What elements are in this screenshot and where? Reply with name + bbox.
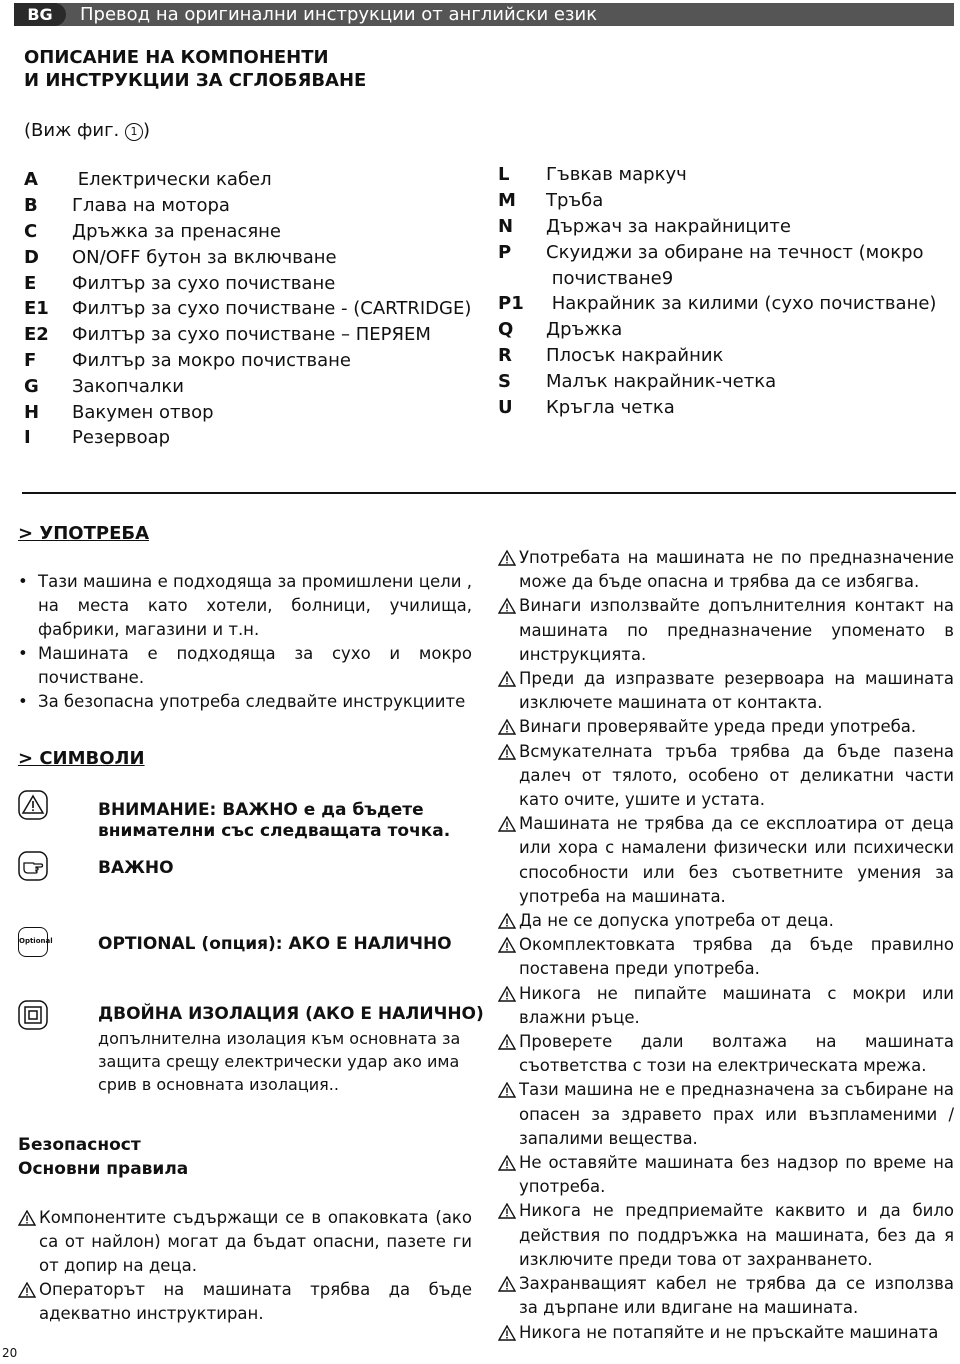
component-row [498,214,956,240]
warning-icon [498,816,516,832]
list-item: • Тази машина е подходяща за промишлени цели , на места като хотели, болници, училища, фабрики, магазини и т.н. [18,570,472,642]
usage-heading: > УПОТРЕБА [18,523,150,544]
component-code: S [498,370,511,392]
warning-item [498,594,954,667]
warning-item [498,1199,954,1272]
warning-icon [498,1034,516,1050]
warning-text: Тази машина не е предназначена за събиране на опасен за здравето прах или възпламеними / запалими вещества. [519,1080,954,1148]
symbol-title-double-insulation: ДВОЙНА ИЗОЛАЦИЯ (АКО Е НАЛИЧНО) [98,1004,484,1024]
warning-text: Захранващият кабел не трябва да се използва за дърпане или вдигане на машината. [519,1274,954,1318]
section-title [24,46,366,92]
see-figure-ref [24,120,150,141]
warning-item [18,1206,472,1278]
warning-text: Употребата на машината не по предназначение може да бъде опасна и трябва да се избягва. [519,548,954,592]
warning-icon [498,1082,516,1098]
component-code: I [24,427,31,449]
warning-text: Всмукателната тръба трябва да бъде пазена далеч от тялото, особено от деликатни части като очите, ушите и устата. [519,741,954,810]
component-code: G [24,375,39,397]
warning-item [498,933,954,981]
warning-item [498,909,954,933]
warning-item [498,740,954,813]
warning-icon [498,913,516,929]
component-code: E1 [24,298,49,320]
warning-item [498,1030,954,1078]
symbol-body-double-insulation: допълнителна изолация към основната за защита срещу електрически удар ако има срив в основната изолация.. [98,1029,461,1094]
component-row [498,188,956,214]
symbol-title-warning: ВНИМАНИЕ: ВАЖНО е да бъдете внимателни със следващата точка. [98,800,451,841]
list-item: • За безопасна употреба следвайте инструкциите [18,690,472,714]
component-text: ON/OFF бутон за включване [72,246,337,268]
component-row [24,373,471,399]
warning-icon [498,1276,516,1292]
component-text: Вакумен отвор [72,401,214,423]
component-text: Дръжка за пренасяне [72,220,282,242]
component-text: Плосък накрайник [546,344,724,366]
figure-number-circle: 1 [125,123,143,141]
components-list-left [24,167,471,451]
see-figure-suffix: ) [143,120,151,141]
warning-icon [498,671,516,687]
component-text: Резервоар [72,427,171,449]
component-row [24,244,471,270]
warning-item [498,1078,954,1151]
component-text: Филтър за сухо почистване - (CARTRIDGE) [72,298,472,320]
component-text: Държач за накрайниците [546,215,791,237]
usage-bullets [18,570,472,714]
component-text: Филтър за сухо почистване – ПЕРЯЕМ [72,324,431,346]
warning-icon [18,1210,36,1226]
component-code: N [498,215,514,237]
component-row [498,162,956,188]
warning-text: Винаги използвайте допълнителния контакт на машината по предназначение упоменато в инструкцията. [519,596,954,664]
component-code: P [498,241,512,263]
component-row [498,317,956,343]
symbol-title-optional: OPTIONAL (опция): АКО Е НАЛИЧНО [98,934,452,954]
component-text: Малък накрайник-четка [546,370,777,392]
warning-text: Окомплектовката трябва да бъде правилно поставена преди употреба. [519,935,954,979]
component-code: L [498,164,510,186]
warning-icon [18,1282,36,1298]
component-row [498,343,956,369]
safety-left-warnings [18,1206,472,1326]
section-divider [22,492,956,494]
header-bar [14,3,954,26]
component-row [24,167,471,193]
component-row [24,322,471,348]
page-number: 20 [2,1346,18,1360]
double-insulation-icon [18,1000,48,1030]
warning-icon [498,719,516,735]
warning-item [498,546,954,594]
warning-text: Винаги проверявайте уреда преди употреба. [519,717,917,737]
pointing-hand-icon [18,851,48,881]
component-code: E2 [24,324,49,346]
optional-icon: Optional [18,927,48,957]
component-code: D [24,246,39,268]
component-row [498,368,956,394]
component-text: Тръба [546,190,604,212]
warning-triangle-icon [18,790,48,820]
warning-text: Да не се допуска употреба от деца. [519,911,834,931]
safety-heading [18,1133,188,1181]
component-code: M [498,190,516,212]
warning-icon [498,598,516,614]
safety-title-line-2: Основни правила [18,1159,189,1179]
component-text: Дръжка [546,319,623,341]
warning-icon [498,937,516,953]
component-row [24,219,471,245]
component-code: P1 [498,293,524,315]
warning-item [498,715,954,739]
safety-title-line-1: Безопасност [18,1135,141,1155]
warning-icon [498,1325,516,1341]
component-row [498,291,956,317]
component-code: U [498,396,513,418]
warning-text: Преди да изпразвате резервоара на машината изключете машината от контакта. [519,669,954,713]
warning-text: Никога не предприемайте каквито и да било действия по поддръжка на машината, без да я изключите преди това от захранването. [519,1201,954,1269]
section-title-line-1: ОПИСАНИЕ НА КОМПОНЕНТИ [24,47,329,68]
component-code: H [24,401,40,423]
section-title-line-2: И ИНСТРУКЦИИ ЗА СГЛОБЯВАНЕ [24,70,367,91]
component-row [24,425,471,451]
component-row [24,296,471,322]
symbols-heading: > СИМВОЛИ [18,748,145,769]
warning-text: Не оставяйте машината без надзор по време на употреба. [519,1153,954,1197]
warning-item [498,1272,954,1320]
component-text: Кръгла четка [546,396,675,418]
see-figure-prefix: (Виж фиг. [24,120,120,141]
warning-icon [498,1203,516,1219]
warning-item [18,1278,472,1326]
warning-text: Операторът на машината трябва да бъде адекватно инструктиран. [39,1280,472,1323]
component-text: Филтър за мокро почистване [72,349,351,371]
component-row [24,348,471,374]
component-text: Закопчалки [72,375,184,397]
warning-item [498,1321,954,1345]
component-code: B [24,195,38,217]
component-code: A [24,169,38,191]
symbol-title-important: ВАЖНО [98,858,174,878]
warning-item [498,1151,954,1199]
warning-icon [498,550,516,566]
component-code: E [24,272,37,294]
component-text: почистване9 [546,267,674,289]
warning-text: Машината не трябва да се експлоатира от деца или хора с намалени физически или психически способности или без съответните умения за употреба на машината. [519,814,954,906]
warning-icon [498,1155,516,1171]
component-text: Накрайник за килими (сухо почистване) [546,293,937,315]
component-text: Филтър за сухо почистване [72,272,336,294]
warning-icon [498,986,516,1002]
warning-text: Никога не пипайте машината с мокри или влажни ръце. [519,983,954,1027]
warning-item [498,982,954,1030]
component-row [24,193,471,219]
warning-text: Компонентите съдържащи се в опаковката (ако са от найлон) могат да бъдат опасни, пазете ги от допир на деца. [39,1208,472,1275]
warning-text: Никога не потапяйте и не пръскайте машината [519,1322,939,1342]
language-badge: BG [14,3,66,26]
warning-icon [498,744,516,760]
safety-right-warnings [498,546,954,1345]
component-code: C [24,220,38,242]
component-code: F [24,349,37,371]
component-text: Скуиджи за обиране на течност (мокро [546,241,924,263]
component-row [498,265,956,291]
component-text: Гъвкав маркуч [546,164,687,186]
header-title: Превод на оригинални инструкции от английски език [80,4,598,25]
component-row [498,239,956,265]
list-item: • Машината е подходяща за сухо и мокро почистване. [18,642,472,690]
warning-item [498,812,954,909]
component-row [24,270,471,296]
component-code: Q [498,319,514,341]
warning-item [498,667,954,715]
component-text: Електрически кабел [72,169,272,191]
component-row [498,394,956,420]
components-list-right [498,162,956,420]
component-row [24,399,471,425]
component-code: R [498,344,512,366]
warning-text: Проверете дали волтажа на машината съответства с този на електрическата мрежа. [519,1032,954,1076]
component-text: Глава на мотора [72,195,230,217]
